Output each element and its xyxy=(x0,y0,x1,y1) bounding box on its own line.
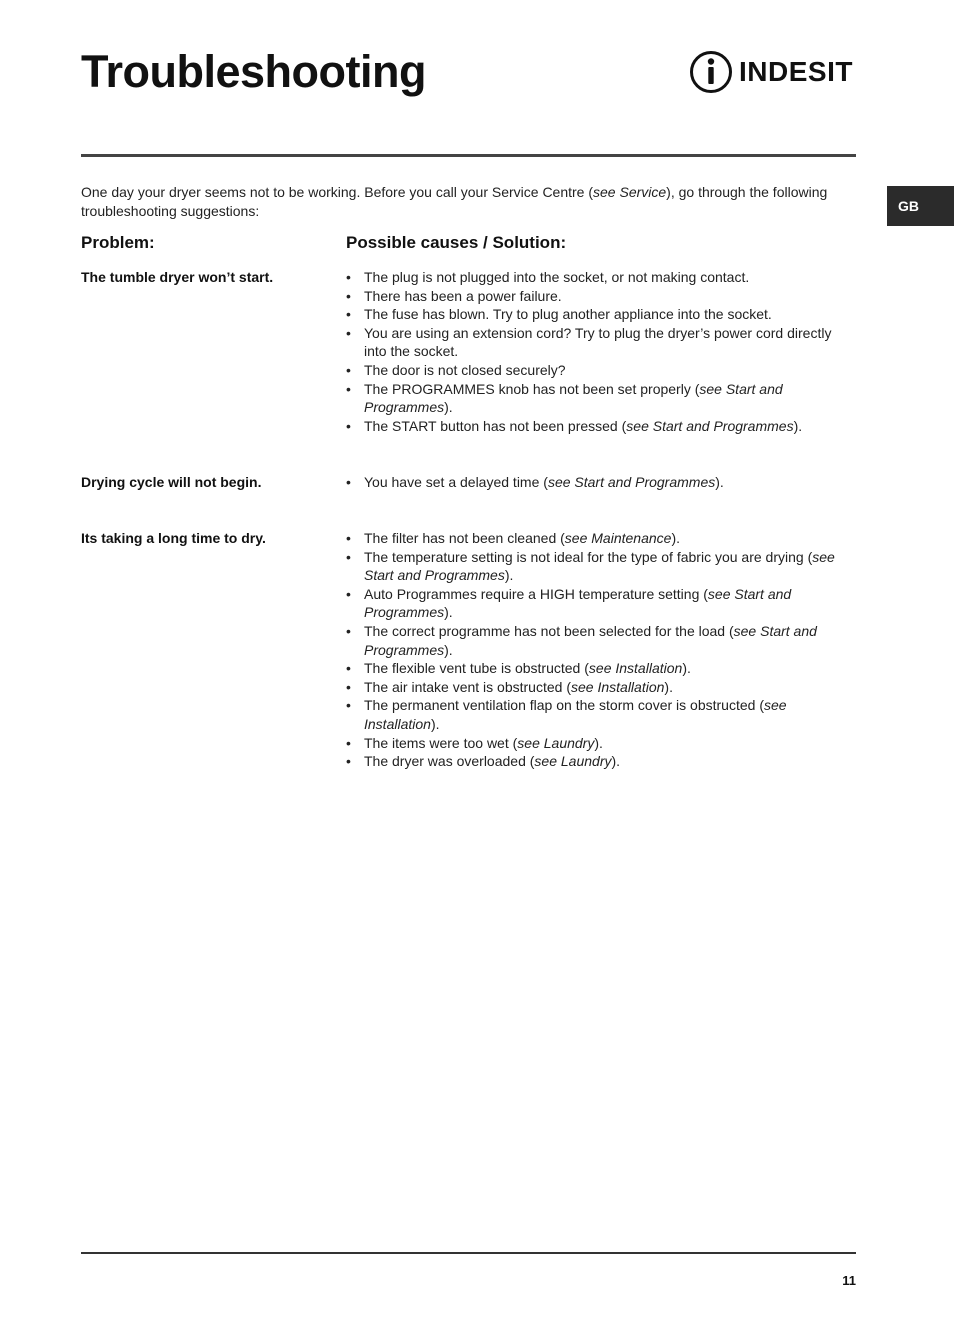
cause-item: • The permanent ventilation flap on the storm cover is obstructed (see Installation). xyxy=(346,696,846,733)
cause-list xyxy=(346,268,846,435)
cause-item: • The plug is not plugged into the socket, or not making contact. xyxy=(346,268,846,287)
cause-list xyxy=(346,529,846,771)
cause-item: • The PROGRAMMES knob has not been set properly (see Start and Programmes). xyxy=(346,380,846,417)
cross-reference: see Installation xyxy=(571,678,665,695)
cause-item: • The START button has not been pressed (see Start and Programmes). xyxy=(346,417,846,436)
cause-item: • The correct programme has not been selected for the load (see Start and Programmes). xyxy=(346,622,846,659)
cause-item: • You are using an extension cord? Try to plug the dryer’s power cord directly into the socket. xyxy=(346,324,846,361)
problem-label: Drying cycle will not begin. xyxy=(81,474,262,490)
cross-reference: see Laundry xyxy=(517,734,595,751)
footer-divider xyxy=(81,1252,856,1254)
cross-reference: see Installation xyxy=(588,660,683,677)
problem-label: Its taking a long time to dry. xyxy=(81,530,266,546)
problem-label: The tumble dryer won’t start. xyxy=(81,269,274,285)
cross-reference: see Maintenance xyxy=(564,530,672,546)
cause-list xyxy=(346,473,846,492)
cause-item: • There has been a power failure. xyxy=(346,287,846,306)
language-tab xyxy=(887,186,954,226)
cause-item: • The air intake vent is obstructed (see Installation). xyxy=(346,678,846,697)
problem-column-heading: Problem: xyxy=(81,233,155,252)
cross-reference: see Installation xyxy=(364,697,787,732)
cross-reference: see Start and Programmes xyxy=(364,622,817,658)
brand-logo xyxy=(689,48,853,96)
cause-item: • The fuse has blown. Try to plug another appliance into the socket. xyxy=(346,305,846,324)
header-divider xyxy=(81,154,856,157)
cause-item: • The items were too wet (see Laundry). xyxy=(346,734,846,753)
cause-item: • The filter has not been cleaned (see Maintenance). xyxy=(346,529,846,548)
cross-reference: see Start and Programmes xyxy=(364,380,783,416)
page-title: Troubleshooting xyxy=(81,46,426,97)
cross-reference: see Start and Programmes xyxy=(547,474,716,490)
cause-item: • The temperature setting is not ideal for the type of fabric you are drying (see Start and Programmes). xyxy=(346,548,846,585)
cause-item: • Auto Programmes require a HIGH temperature setting (see Start and Programmes). xyxy=(346,585,846,622)
language-tab-label: GB xyxy=(898,198,919,214)
cause-item: • The flexible vent tube is obstructed (see Installation). xyxy=(346,659,846,678)
intro-reference: see Service xyxy=(593,184,667,200)
cause-item: • The door is not closed securely? xyxy=(346,361,846,380)
indesit-logo-icon xyxy=(689,50,733,94)
cause-item: • The dryer was overloaded (see Laundry). xyxy=(346,752,846,771)
cross-reference: see Start and Programmes xyxy=(626,417,794,434)
solution-column-heading: Possible causes / Solution: xyxy=(346,233,567,252)
cross-reference: see Laundry xyxy=(534,753,612,770)
cross-reference: see Start and Programmes xyxy=(364,548,835,584)
brand-name: INDESIT xyxy=(739,56,853,87)
intro-paragraph: One day your dryer seems not to be working. Before you call your Service Centre (see Service), go through the following troubleshooting suggestions: xyxy=(81,184,828,219)
cause-item: • You have set a delayed time (see Start and Programmes). xyxy=(346,473,846,492)
page-number: 11 xyxy=(842,1273,856,1288)
cross-reference: see Start and Programmes xyxy=(364,585,792,621)
